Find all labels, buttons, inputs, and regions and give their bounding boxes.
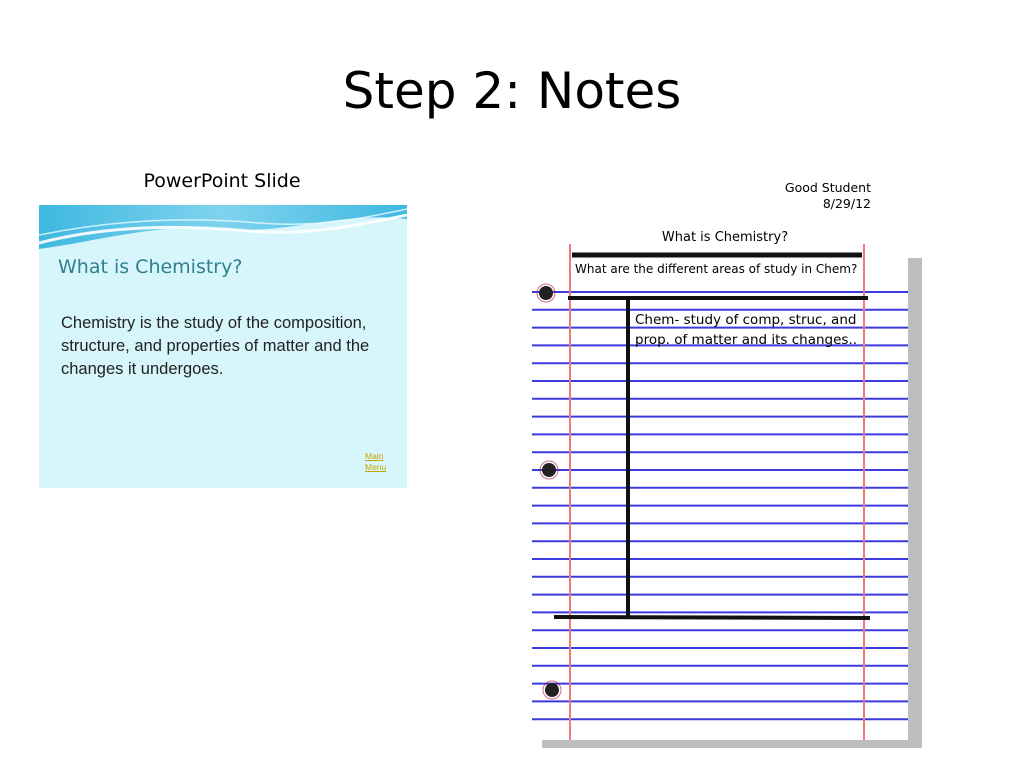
binder-hole-3 [545,683,559,697]
powerpoint-label: PowerPoint Slide [143,170,301,192]
main-menu-link-line2[interactable]: Menu [365,462,387,472]
main-menu-link-line1[interactable]: Main [365,451,384,461]
slide-title: Step 2: Notes [342,62,682,120]
notes-date: 8/29/12 [822,196,871,211]
wave-banner-graphic [39,205,407,255]
summary-divider-line [554,617,870,618]
binder-hole-2 [542,463,556,477]
student-header [785,180,871,212]
binder-hole-1 [539,286,553,300]
notes-topic: What is Chemistry? [661,230,789,245]
cue-question: What are the different areas of study in Chem? [575,262,858,276]
slide-heading: What is Chemistry? [58,256,243,278]
student-name: Good Student [784,180,871,195]
slide-body-text: Chemistry is the study of the composition, structure, and properties of matter and the changes it undergoes. [61,314,370,378]
main-menu-link[interactable] [365,451,395,473]
notes-answer: Chem- study of comp, struc, and prop. of matter and its changes.. [635,312,858,348]
powerpoint-slide-thumbnail [39,205,407,488]
